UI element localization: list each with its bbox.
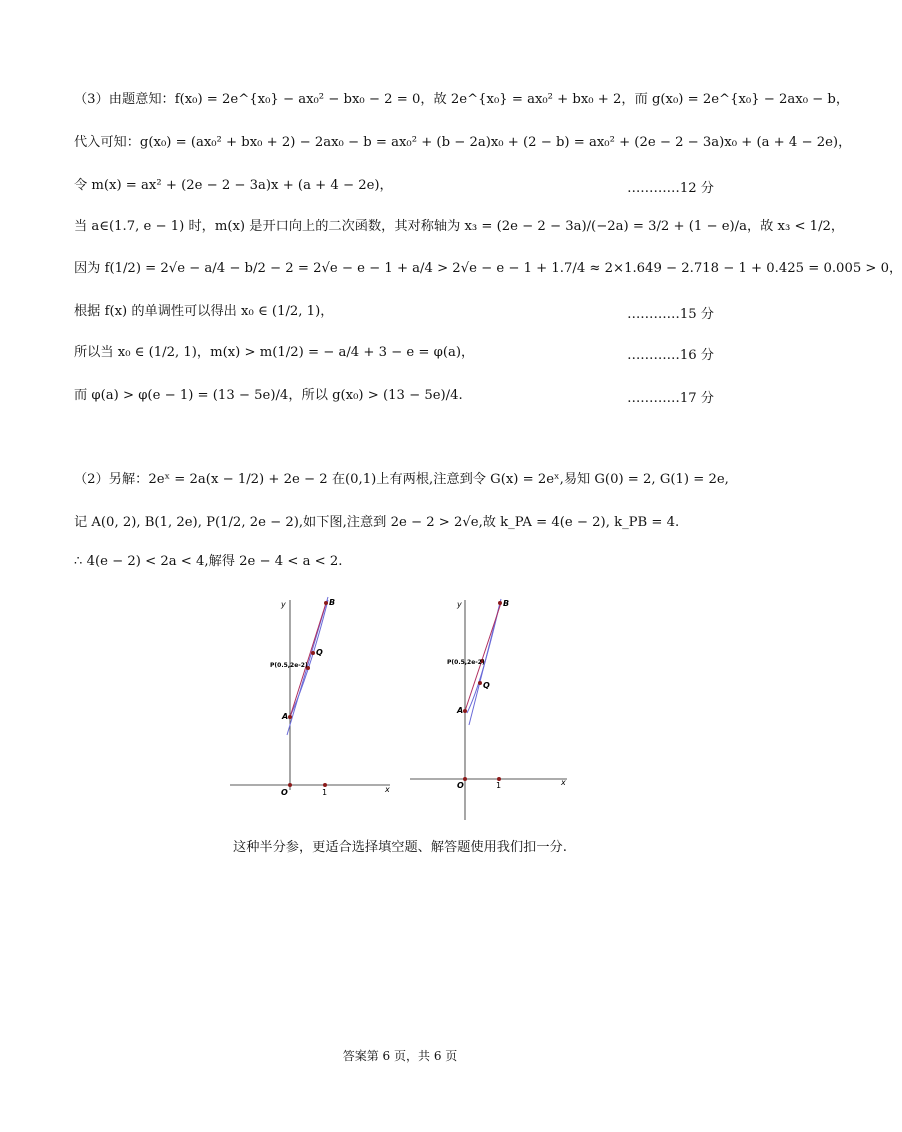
label-O: O [281, 788, 288, 797]
graph-caption: 这种半分参，更适合选择填空题、解答题使用我们扣一分. [233, 840, 567, 855]
point-B [498, 601, 502, 605]
solution3-line-8: 而 φ(a) > φ(e − 1) = (13 − 5e)/4，所以 g(x₀) > (13 − 5e)/4. [74, 388, 463, 403]
solution3-line-1: （3）由题意知：f(x₀) = 2e^{x₀} − ax₀² − bx₀ − 2 = 0，故 2e^{x₀} = ax₀² + bx₀ + 2，而 g(x₀) = 2e^{x₀} − 2ax₀ − b， [74, 92, 850, 107]
label-B: B [329, 598, 336, 607]
point-B [324, 601, 328, 605]
point-O [288, 783, 292, 787]
solution3-line-2: 代入可知：g(x₀) = (ax₀² + bx₀ + 2) − 2ax₀ − b = ax₀² + (b − 2a)x₀ + (2 − b) = ax₀² + (2e − 2 − 3a)x₀ + (a + 4 − 2e)， [74, 135, 852, 150]
point-Q [311, 651, 315, 655]
label-1: 1 [496, 781, 502, 790]
secant-AB [465, 603, 501, 711]
point-A [288, 715, 292, 719]
secant-AB [290, 603, 326, 717]
solution3-line-7: 所以当 x₀ ∈ (1/2, 1)，m(x) > m(1/2) = − a/4 + 3 − e = φ(a)， [74, 345, 475, 360]
label-x: x [561, 778, 566, 787]
score-16: …………16 分 [627, 348, 714, 363]
score-17: …………17 分 [627, 391, 714, 406]
point-1 [323, 783, 327, 787]
label-P: P(0.5,2e-2) [270, 662, 308, 669]
score-12: …………12 分 [627, 181, 714, 196]
label-x: x [385, 785, 390, 794]
label-Q: Q [483, 681, 490, 690]
page-footer: 答案第 6 页，共 6 页 [342, 1049, 458, 1063]
solution3-line-4: 当 a∈(1.7, e − 1) 时，m(x) 是开口向上的二次函数，其对称轴为 x₃ = (2e − 2 − 3a)/(−2a) = 3/2 + (1 − e)/a，故 x₃ < 1/2， [74, 219, 845, 234]
label-O: O [457, 781, 464, 790]
label-Q: Q [316, 648, 323, 657]
label-y: y [281, 600, 286, 609]
label-P: P(0.5,2e-2) [447, 659, 485, 666]
point-A [463, 709, 467, 713]
solution2-line-3: ∴ 4(e − 2) < 2a < 4,解得 2e − 4 < a < 2. [74, 554, 343, 569]
solution3-line-5: 因为 f(1/2) = 2√e − a/4 − b/2 − 2 = 2√e − e − 1 + a/4 > 2√e − e − 1 + 1.7/4 ≈ 2×1.649 − 2.718 − 1 + 0.425 = 0.005 > 0， [74, 261, 902, 276]
label-A: A [282, 712, 289, 721]
point-Q [478, 681, 482, 685]
label-1: 1 [322, 788, 328, 797]
solution3-line-3: 令 m(x) = ax² + (2e − 2 − 3a)x + (a + 4 − 2e)， [74, 178, 393, 193]
graph-left [225, 595, 400, 805]
score-15: …………15 分 [627, 307, 714, 322]
label-B: B [503, 599, 510, 608]
label-y: y [457, 600, 462, 609]
graph-right [405, 595, 580, 825]
solution2-line-2: 记 A(0, 2), B(1, 2e), P(1/2, 2e − 2),如下图,注意到 2e − 2 > 2√e,故 k_PA = 4(e − 2), k_PB = 4. [74, 515, 680, 530]
solution3-line-6: 根据 f(x) 的单调性可以得出 x₀ ∈ (1/2, 1)， [74, 304, 334, 319]
solution2-line-1: （2）另解：2eˣ = 2a(x − 1/2) + 2e − 2 在(0,1)上有两根,注意到令 G(x) = 2eˣ,易知 G(0) = 2, G(1) = 2e, [74, 472, 729, 487]
label-A: A [457, 706, 464, 715]
